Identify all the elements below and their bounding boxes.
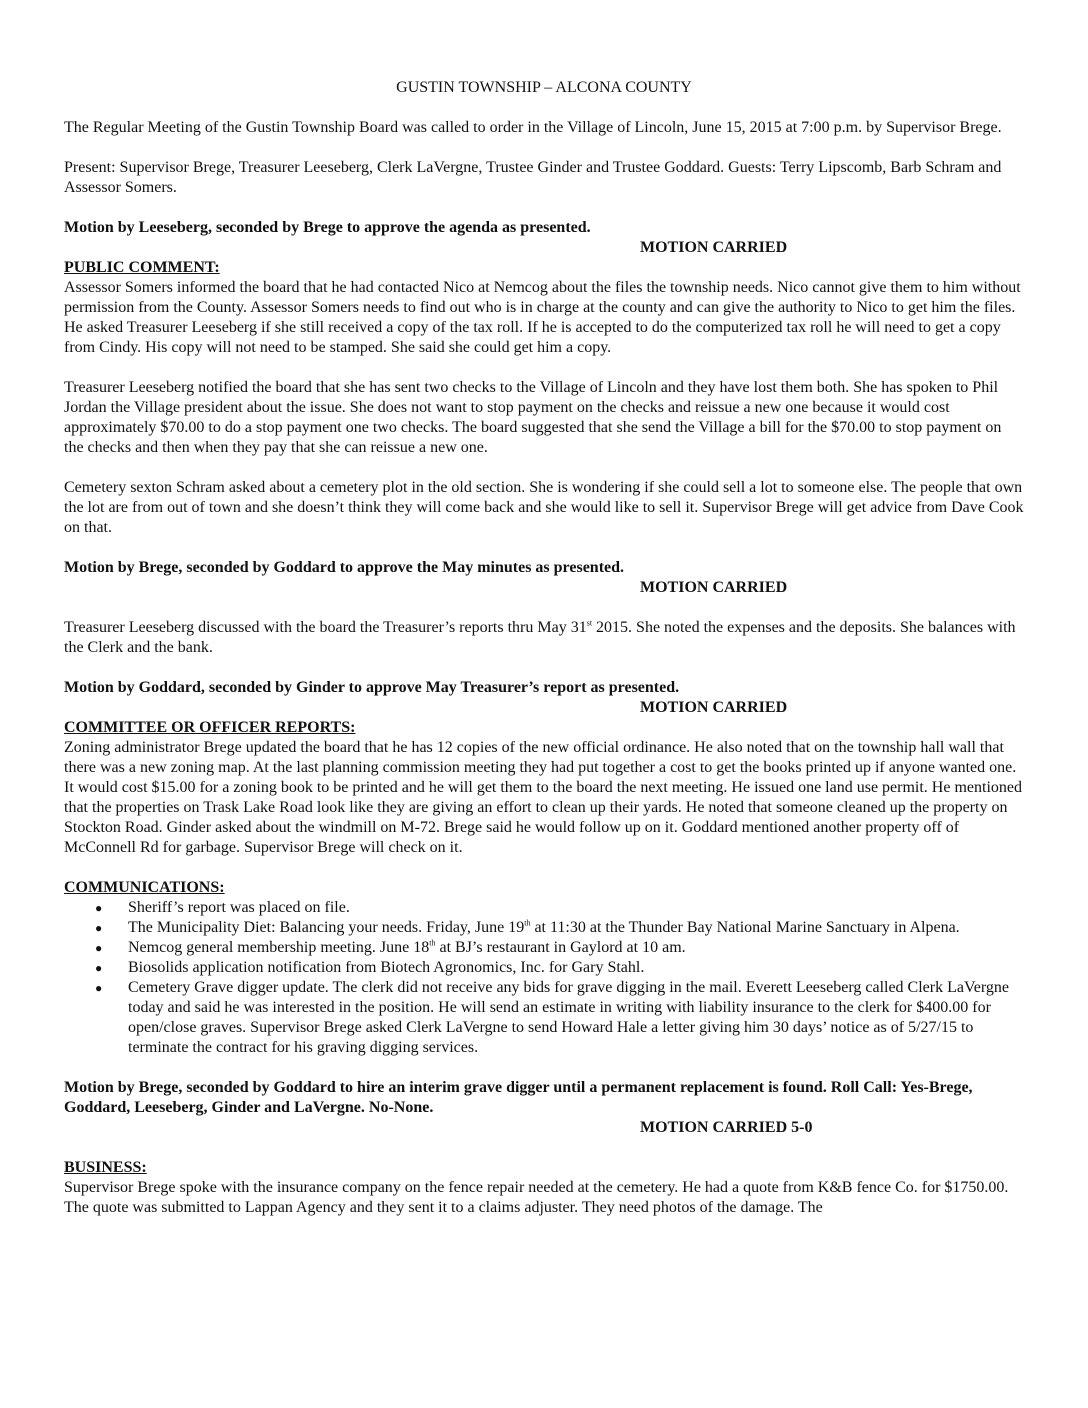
communications-heading: COMMUNICATIONS: — [64, 879, 225, 896]
motion-carried-label: MOTION CARRIED — [640, 699, 788, 716]
list-item — [95, 918, 1024, 938]
list-item — [95, 938, 1024, 958]
bullet-icon: ● — [95, 921, 103, 935]
motion-minutes: Motion by Brege, seconded by Goddard to approve the May minutes as presented. — [64, 559, 625, 576]
list-item-text: at 11:30 at the Thunder Bay National Marine Sanctuary in Alpena. — [530, 919, 960, 936]
committee-heading: COMMITTEE OR OFFICER REPORTS: — [64, 719, 356, 736]
list-item — [95, 898, 1024, 918]
list-item-text: Cemetery Grave digger update. The clerk did not receive any bids for grave digging in the mail. Everett Leeseberg called Clerk LaVergne today and said he was interested in the position. He will send an estimate in writing with liability insurance to the clerk for $400.00 for open/close graves. Supervisor Brege asked Clerk LaVergne to send Howard Hale a letter giving him 30 days’ notice as of 5/27/15 to terminate the contract for his graving digging services. — [128, 979, 1009, 1056]
public-comment-heading: PUBLIC COMMENT: — [64, 259, 220, 276]
motion-agenda: Motion by Leeseberg, seconded by Brege to approve the agenda as presented. — [64, 219, 591, 236]
list-item — [95, 958, 1024, 978]
treasurer-text: 2015. She noted the expenses and the deposits. She balances with the Clerk and the bank. — [64, 619, 1016, 656]
treasurer-text: Treasurer Leeseberg discussed with the board the Treasurer’s reports thru May 31 — [64, 619, 587, 636]
bullet-icon: ● — [95, 981, 103, 995]
motion-carried-label: MOTION CARRIED — [640, 239, 788, 256]
list-item-text: Biosolids application notification from Biotech Agronomics, Inc. for Gary Stahl. — [128, 959, 645, 976]
public-comment-paragraph: Assessor Somers informed the board that he had contacted Nico at Nemcog about the files the township needs. Nico cannot give them to him without permission from the County. Assessor Somers needs to find out who is in charge at the county and can give the authority to Nico to get him the files. He asked Treasurer Leeseberg if she still received a copy of the tax roll. If he is accepted to do the computerized tax roll he will need to get a copy from Cindy. His copy will not need to be stamped. She said she could get him a copy. — [64, 279, 1021, 356]
motion-carried-label: MOTION CARRIED — [640, 579, 788, 596]
business-paragraph: Supervisor Brege spoke with the insurance company on the fence repair needed at the cemetery. He had a quote from K&B fence Co. for $1750.00. The quote was submitted to Lappan Agency and they sent it to a claims adjuster. They need photos of the damage. The — [64, 1179, 1009, 1216]
ordinal-suffix: st — [586, 618, 593, 628]
list-item-text: at BJ’s restaurant in Gaylord at 10 am. — [435, 939, 686, 956]
business-heading: BUSINESS: — [64, 1159, 147, 1176]
motion-treasurer-report: Motion by Goddard, seconded by Ginder to approve May Treasurer’s report as presented. — [64, 679, 680, 696]
page-title: GUSTIN TOWNSHIP – ALCONA COUNTY — [396, 79, 692, 96]
ordinal-suffix: th — [429, 938, 436, 948]
bullet-icon: ● — [95, 961, 103, 975]
list-item-text: The Municipality Diet: Balancing your needs. Friday, June 19 — [128, 919, 525, 936]
bullet-icon: ● — [95, 941, 103, 955]
list-item — [95, 978, 1024, 1058]
list-item-text: Sheriff’s report was placed on file. — [128, 899, 350, 916]
committee-paragraph: Zoning administrator Brege updated the board that he has 12 copies of the new official ordinance. He also noted that on the township hall wall that there was a new zoning map. At the last planning commission meeting they had put together a cost to get the books printed up if anyone wanted one. It would cost $15.00 for a zoning book to be printed and he will get them to the board the next meeting. He issued one land use permit. He mentioned that the properties on Trask Lake Road look like they are giving an effort to clean up their yards. He noted that someone cleaned up the property on Stockton Road. Ginder asked about the windmill on M-72. Brege said he would follow up on it. Goddard mentioned another property off of McConnell Rd for garbage. Supervisor Brege will check on it. — [64, 739, 1022, 856]
ordinal-suffix: th — [524, 918, 531, 928]
treasurer-paragraph — [64, 618, 1024, 658]
public-comment-paragraph: Cemetery sexton Schram asked about a cemetery plot in the old section. She is wondering if she could sell a lot to someone else. The people that own the lot are from out of town and she doesn’t think they will come back and she would like to sell it. Supervisor Brege will get advice from Dave Cook on that. — [64, 479, 1024, 536]
motion-grave-digger: Motion by Brege, seconded by Goddard to hire an interim grave digger until a permanent replacement is found. Roll Call: Yes-Brege, Goddard, Leeseberg, Ginder and LaVergne. No-None. — [64, 1079, 973, 1116]
public-comment-paragraph: Treasurer Leeseberg notified the board that she has sent two checks to the Village of Lincoln and they have lost them both. She has spoken to Phil Jordan the Village president about the issue. She does not want to stop payment on the checks and reissue a new one because it would cost approximately $70.00 to do a stop payment one two checks. The board suggested that she send the Village a bill for the $70.00 to stop payment on the checks and then when they pay that she can reissue a new one. — [64, 379, 1002, 456]
motion-carried-vote-label: MOTION CARRIED 5-0 — [640, 1119, 813, 1136]
communications-list — [64, 898, 1024, 1058]
document-page — [64, 78, 1024, 1218]
present-paragraph: Present: Supervisor Brege, Treasurer Leeseberg, Clerk LaVergne, Trustee Ginder and Trustee Goddard. Guests: Terry Lipscomb, Barb Schram and Assessor Somers. — [64, 159, 1002, 196]
intro-paragraph: The Regular Meeting of the Gustin Township Board was called to order in the Village of Lincoln, June 15, 2015 at 7:00 p.m. by Supervisor Brege. — [64, 119, 1002, 136]
bullet-icon: ● — [95, 901, 103, 915]
list-item-text: Nemcog general membership meeting. June 18 — [128, 939, 430, 956]
